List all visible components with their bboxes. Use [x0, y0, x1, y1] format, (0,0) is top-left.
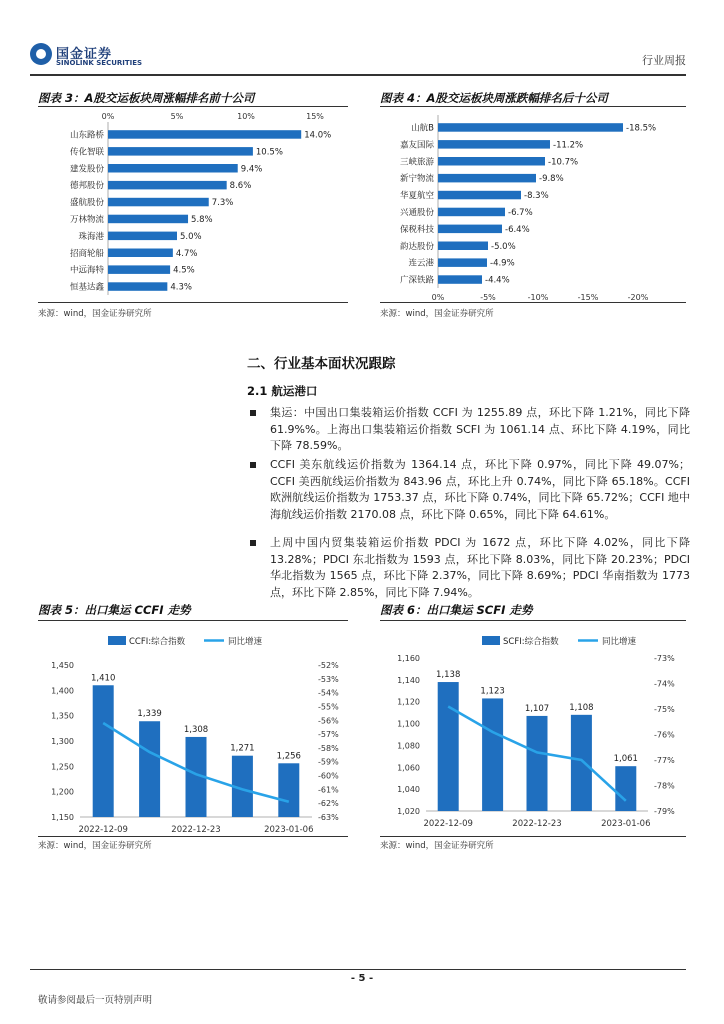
bar	[108, 265, 170, 274]
x-tick-label: -15%	[577, 293, 599, 301]
y-right-tick-label: -54%	[318, 688, 339, 698]
header-divider	[30, 74, 686, 76]
bullet-text: CCFI 美东航线运价指数为 1364.14 点，环比下降 0.97%，同比下降 49.07%；CCFI 美西航线运价指数为 843.96 点，环比上升 0.74%，同比下降 65.18%。CCFI 欧洲航线运价指数为 1753.37 点，环比下降 0.74%，同比下降 65.72%；CCFI 地中海航线运价指数 2170.08 点，环比下降 0.65%，同比下降 64.61%。	[270, 458, 690, 521]
data-label: 1,138	[436, 670, 461, 681]
bar	[438, 174, 536, 183]
bar	[527, 716, 548, 811]
bar	[108, 282, 167, 291]
fig3-chart	[38, 106, 348, 301]
y-left-tick-label: 1,060	[397, 763, 420, 773]
fig6-caption: 图表 6：出口集运 SCFI 走势	[380, 603, 533, 617]
data-label: 5.0%	[180, 231, 202, 242]
fig5-chart	[38, 624, 348, 836]
fig4-chart	[380, 106, 686, 301]
bar	[438, 258, 487, 267]
y-left-tick-label: 1,250	[51, 762, 74, 772]
data-label: 1,339	[137, 709, 162, 720]
page-number: - 5 -	[350, 973, 374, 984]
bar	[108, 249, 173, 258]
data-label: 8.6%	[229, 181, 252, 192]
fig6-bottom-rule	[380, 836, 686, 837]
legend-label: 同比增速	[602, 637, 637, 647]
bar	[482, 698, 503, 811]
data-label: 1,123	[480, 686, 505, 697]
y-right-tick-label: -77%	[654, 756, 675, 765]
data-label: 10.5%	[255, 147, 283, 158]
data-label: -8.3%	[524, 191, 549, 202]
y-right-tick-label: -78%	[654, 781, 675, 791]
bar	[108, 198, 209, 207]
bullet-item	[250, 535, 690, 601]
fig6-source: 来源：wind，国金证券研究所	[380, 841, 494, 851]
x-tick-label: 5%	[170, 112, 184, 121]
category-label: 招商轮船	[69, 248, 104, 259]
y-right-tick-label: -53%	[318, 674, 339, 684]
bar	[108, 130, 301, 139]
y-right-tick-label: -61%	[318, 785, 339, 795]
bar	[108, 181, 227, 190]
bar	[438, 140, 550, 149]
fig3-bottom-rule	[38, 302, 348, 303]
x-tick-label: 0%	[431, 293, 445, 301]
category-label: 建发股份	[69, 164, 104, 175]
y-right-tick-label: -73%	[654, 654, 675, 663]
data-label: -5.0%	[491, 241, 516, 252]
bullet-item	[250, 405, 690, 455]
y-left-tick-label: 1,040	[397, 785, 420, 795]
data-label: 1,410	[91, 673, 116, 684]
x-tick-label: -5%	[480, 293, 496, 301]
bar	[438, 208, 505, 217]
bullet-square-icon	[250, 410, 256, 416]
category-label: 连云港	[408, 258, 434, 269]
legend-label: 同比增速	[228, 637, 263, 647]
y-right-tick-label: -58%	[318, 743, 339, 753]
legend-swatch-bar	[108, 636, 126, 645]
x-tick-label: -20%	[627, 293, 649, 301]
category-label: 华夏航空	[399, 191, 434, 202]
category-label: 保税科技	[399, 224, 434, 235]
category-label: 新宁物流	[399, 174, 434, 185]
bar	[278, 763, 299, 817]
x-tick-label: 2022-12-09	[423, 819, 473, 829]
y-right-tick-label: -55%	[318, 702, 339, 712]
y-right-tick-label: -57%	[318, 730, 339, 740]
category-label: 山航B	[411, 123, 434, 134]
category-label: 万林物流	[69, 214, 104, 225]
category-label: 广深铁路	[399, 275, 434, 286]
y-right-tick-label: -75%	[654, 705, 675, 714]
data-label: -6.7%	[508, 207, 533, 218]
bullet-square-icon	[250, 462, 256, 468]
data-label: 14.0%	[304, 130, 332, 141]
logo-name: 国金证券	[56, 47, 113, 62]
x-tick-label: 2023-01-06	[601, 819, 651, 829]
fig6-caption-rule	[380, 620, 686, 621]
category-label: 恒基达鑫	[69, 282, 104, 293]
data-label: 4.5%	[173, 265, 195, 276]
y-right-tick-label: -63%	[318, 813, 339, 822]
bar	[438, 682, 459, 811]
category-label: 传化智联	[69, 147, 104, 158]
data-label: 1,271	[230, 743, 255, 754]
data-label: 1,107	[524, 703, 550, 714]
category-label: 珠海港	[78, 231, 104, 242]
data-label: -9.8%	[539, 174, 564, 185]
y-left-tick-label: 1,450	[51, 661, 74, 670]
bar	[93, 685, 114, 817]
y-left-tick-label: 1,160	[397, 654, 420, 663]
bar	[438, 242, 488, 251]
category-label: 盛航股份	[69, 198, 104, 209]
fig4-bottom-rule	[380, 302, 686, 303]
bar	[108, 215, 188, 224]
bar	[438, 191, 521, 200]
data-label: -4.4%	[485, 275, 510, 286]
y-right-tick-label: -56%	[318, 716, 339, 726]
disclaimer-note: 敬请参阅最后一页特别声明	[38, 995, 153, 1006]
bar	[571, 715, 592, 811]
logo-icon	[30, 43, 52, 65]
bar	[108, 164, 238, 173]
data-label: 5.8%	[191, 214, 213, 225]
data-label: 1,308	[183, 724, 209, 735]
y-right-tick-label: -62%	[318, 799, 339, 809]
bullet-item	[250, 457, 690, 523]
x-tick-label: 10%	[237, 112, 255, 121]
bar	[438, 157, 545, 166]
bar	[615, 766, 636, 811]
category-label: 韵达股份	[399, 241, 434, 252]
data-label: -18.5%	[626, 123, 657, 134]
fig3-caption: 图表 3：A股交运板块周涨幅排名前十公司	[38, 91, 255, 105]
bar	[438, 123, 623, 132]
legend-label: CCFI:综合指数	[129, 637, 186, 647]
x-tick-label: 2022-12-09	[78, 825, 128, 835]
y-right-tick-label: -74%	[654, 679, 675, 689]
fig6-chart	[380, 624, 686, 836]
y-right-tick-label: -76%	[654, 730, 675, 740]
data-label: 4.7%	[175, 248, 198, 259]
bullet-square-icon	[250, 540, 256, 546]
data-label: 7.3%	[211, 198, 234, 209]
x-tick-label: 2023-01-06	[264, 825, 314, 835]
category-label: 山东路桥	[69, 130, 104, 141]
data-label: 1,061	[613, 754, 638, 765]
bar	[438, 275, 482, 284]
y-left-tick-label: 1,120	[397, 697, 420, 707]
data-label: -4.9%	[490, 258, 515, 269]
category-label: 嘉友国际	[399, 140, 434, 151]
bullet-text: 上周中国内贸集装箱运价指数 PDCI 为 1672 点，环比下降 4.02%，同比下降 13.28%；PDCI 东北指数为 1593 点，环比下降 8.03%，同比下降 20.23%；PDCI 华北指数为 1565 点，环比下降 2.37%，同比下降 8.69%；PDCI 华南指数为 1773 点，环比下降 2.85%，同比下降 7.94%。	[270, 536, 690, 599]
x-tick-label: 15%	[306, 112, 324, 121]
data-label: 1,108	[569, 702, 594, 713]
y-left-tick-label: 1,150	[51, 813, 74, 822]
y-left-tick-label: 1,020	[397, 807, 420, 816]
report-type: 行业周报	[642, 54, 686, 67]
y-right-tick-label: -59%	[318, 757, 339, 767]
x-tick-label: 2022-12-23	[171, 825, 221, 835]
x-tick-label: -10%	[527, 293, 549, 301]
section-title: 二、行业基本面状况跟踪	[247, 356, 396, 372]
data-label: 4.3%	[170, 282, 192, 293]
legend-swatch-bar	[482, 636, 500, 645]
fig5-caption-rule	[38, 620, 348, 621]
fig5-bottom-rule	[38, 836, 348, 837]
fig5-caption: 图表 5：出口集运 CCFI 走势	[38, 603, 191, 617]
legend-label: SCFI:综合指数	[503, 637, 559, 647]
section-subtitle: 2.1 航运港口	[247, 384, 318, 398]
y-left-tick-label: 1,140	[397, 675, 420, 685]
y-left-tick-label: 1,080	[397, 741, 420, 751]
fig4-caption: 图表 4：A股交运板块周涨跌幅排名后十公司	[380, 91, 608, 105]
data-label: 9.4%	[240, 164, 263, 175]
fig3-source: 来源：wind，国金证券研究所	[38, 309, 152, 319]
data-label: -11.2%	[553, 140, 584, 151]
x-tick-label: 0%	[101, 112, 115, 121]
category-label: 三峡旅游	[399, 157, 434, 168]
x-tick-label: 2022-12-23	[512, 819, 562, 829]
fig4-source: 来源：wind，国金证券研究所	[380, 309, 494, 319]
y-left-tick-label: 1,400	[51, 686, 74, 696]
y-right-tick-label: -60%	[318, 771, 339, 781]
category-label: 兴通股份	[399, 207, 434, 218]
y-right-tick-label: -52%	[318, 661, 339, 670]
bullet-text: 集运：中国出口集装箱运价指数 CCFI 为 1255.89 点，环比下降 1.21%，同比下降 61.9%%。上海出口集装箱运价指数 SCFI 为 1061.14 点、环比下降 4.19%，同比下降 78.59%。	[270, 406, 690, 452]
category-label: 德邦股份	[69, 181, 104, 192]
bar	[108, 232, 177, 241]
bar	[139, 721, 160, 817]
data-label: -10.7%	[548, 157, 579, 168]
bar	[438, 225, 502, 234]
data-label: -6.4%	[505, 224, 530, 235]
y-left-tick-label: 1,200	[51, 787, 74, 797]
logo-name-en: SINOLINK SECURITIES	[56, 59, 143, 67]
y-left-tick-label: 1,300	[51, 737, 74, 746]
data-label: 1,256	[276, 751, 301, 762]
bar	[108, 147, 253, 156]
category-label: 中远海特	[69, 265, 104, 276]
y-left-tick-label: 1,350	[51, 711, 74, 721]
y-right-tick-label: -79%	[654, 807, 675, 816]
y-left-tick-label: 1,100	[397, 719, 420, 729]
fig5-source: 来源：wind，国金证券研究所	[38, 841, 152, 851]
footer-divider	[30, 969, 686, 970]
